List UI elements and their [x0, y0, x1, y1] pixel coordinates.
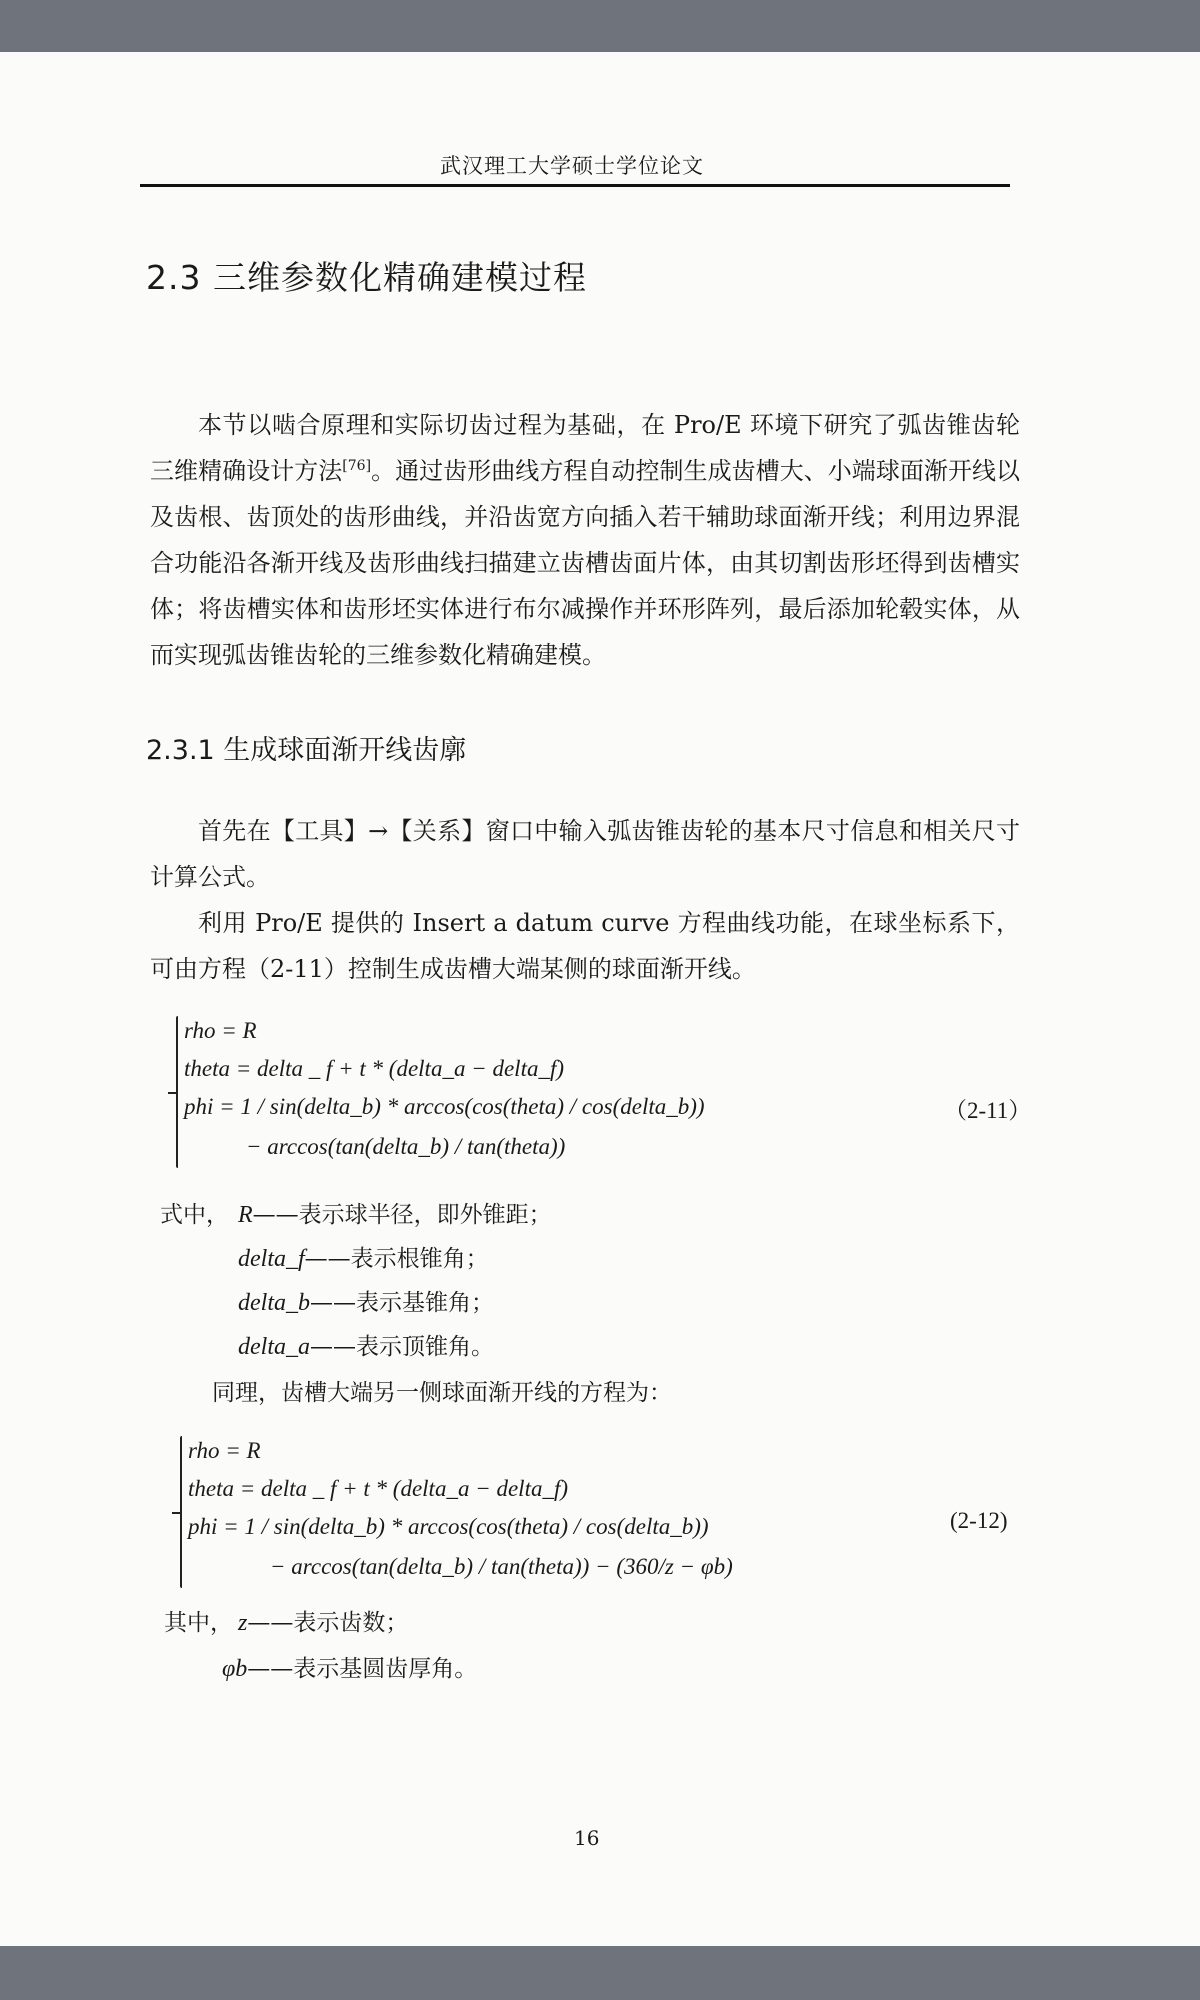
equation-1-line-2: theta = delta _ f + t * (delta_a − delta_f) — [184, 1056, 565, 1081]
citation-ref[interactable]: [76] — [342, 458, 372, 474]
where-2-lead: 其中， — [164, 1610, 233, 1636]
equation-2-line-3: phi = 1 / sin(delta_b) * arccos(cos(theta) / cos(delta_b)) — [188, 1514, 709, 1539]
equation-2-line-4: − arccos(tan(delta_b) / tan(theta)) − (360/z − φb) — [270, 1554, 733, 1579]
where-1-item-delta-f: delta_f——表示根锥角； — [238, 1246, 489, 1272]
equation-1-line-1: rho = R — [184, 1018, 257, 1043]
where-1-item-delta-a: delta_a——表示顶锥角。 — [238, 1334, 494, 1360]
equation-2-line-1: rho = R — [188, 1438, 261, 1463]
document-page — [0, 52, 1200, 1946]
equation-2-number: (2-12) — [950, 1508, 1008, 1533]
subsection-body — [150, 808, 1020, 992]
intro-paragraph — [150, 402, 1020, 678]
header-rule — [140, 184, 1010, 187]
subsection-para-2: 利用 Pro/E 提供的 Insert a datum curve 方程曲线功能，在球坐标系下，可由方程（2-11）控制生成齿槽大端某侧的球面渐开线。 — [150, 909, 1020, 983]
equation-1-line-4: − arccos(tan(delta_b) / tan(theta)) — [246, 1134, 566, 1159]
running-header: 武汉理工大学硕士学位论文 — [440, 154, 704, 178]
equation-1-number: （2-11） — [944, 1098, 1032, 1123]
equation-2-line-2: theta = delta _ f + t * (delta_a − delta_f) — [188, 1476, 569, 1501]
paragraph-3: 同理，齿槽大端另一侧球面渐开线的方程为： — [212, 1380, 672, 1406]
section-title: 2.3 三维参数化精确建模过程 — [146, 258, 587, 297]
subsection-para-1: 首先在【工具】→【关系】窗口中输入弧齿锥齿轮的基本尺寸信息和相关尺寸计算公式。 — [150, 817, 1020, 891]
viewer-top-bar — [0, 0, 1200, 52]
equation-2-brace — [180, 1436, 182, 1588]
equation-1-line-3: phi = 1 / sin(delta_b) * arccos(cos(theta) / cos(delta_b)) — [184, 1094, 705, 1119]
equation-1-brace — [176, 1016, 178, 1168]
where-2-item-z: z——表示齿数； — [238, 1610, 409, 1636]
intro-text-1: 本节以啮合原理和实际切齿过程为基础，在 Pro/E 环境下研究了弧齿锥齿轮三维精确设计方法 — [150, 411, 1020, 485]
page-number: 16 — [574, 1826, 600, 1850]
subsection-title: 2.3.1 生成球面渐开线齿廓 — [146, 735, 467, 766]
intro-text-2: 。通过齿形曲线方程自动控制生成齿槽大、小端球面渐开线以及齿根、齿顶处的齿形曲线，并沿齿宽方向插入若干辅助球面渐开线；利用边界混合功能沿各渐开线及齿形曲线扫描建立齿槽齿面片体，由其切割齿形坯得到齿槽实体；将齿槽实体和齿形坯实体进行布尔减操作并环形阵列，最后添加轮毂实体，从而实现弧齿锥齿轮的三维参数化精确建模。 — [150, 457, 1021, 669]
where-1-item-delta-b: delta_b——表示基锥角； — [238, 1290, 494, 1316]
where-1-item-R: R——表示球半径，即外锥距； — [238, 1202, 552, 1228]
where-2-item-phi-b: φb——表示基圆齿厚角。 — [222, 1656, 478, 1682]
viewer-bottom-bar — [0, 1946, 1200, 2000]
where-1-lead: 式中， — [160, 1202, 229, 1228]
